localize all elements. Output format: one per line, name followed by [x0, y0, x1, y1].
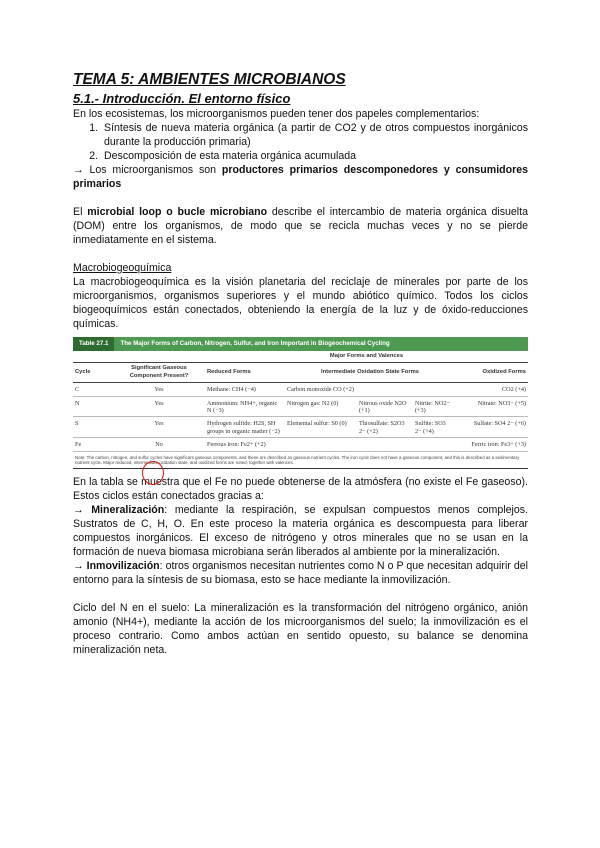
table-row — [73, 396, 528, 417]
table-caption: The Major Forms of Carbon, Nitrogen, Sulfur, and Iron Important in Biogeochemical Cycling — [120, 340, 390, 347]
annotation-circle — [142, 461, 164, 485]
cell-oxidized: Ferric iron: Fe3+ (+3) — [455, 438, 528, 451]
col-oxidized: Oxidized Forms — [455, 363, 528, 383]
table-note: Note: The carbon, nitrogen, and sulfur cycles have significant gaseous components, and these are described as gaseous nutrient cycles. The iron cycle does not have a gaseous component, and this is described as a sedimentary nutrient cycle. Major reduced, intermediate oxidation state, and oxidized forms are noted, together with valences. — [75, 454, 520, 466]
loop-paragraph — [73, 205, 528, 247]
ciclo-n-paragraph: Ciclo del N en el suelo: La mineralización es la transformación del nitrógeno orgánico, anión amonio (NH4+), mediante la acción de los microorganismos del suelo; la inmovilización es el proceso contrario. Como ambos actúan en sentido opuesto, su balance se denomina mineralización neta. — [73, 602, 528, 657]
conclusion-bold: productores primarios descomponedores y consumidores primarios — [73, 164, 528, 190]
after-table-paragraph: En la tabla se muestra que el Fe no puede obtenerse de la atmósfera (no existe el Fe gaseoso). Estos ciclos están conectados gracias a: — [73, 476, 528, 503]
cell-intermediate — [357, 438, 413, 451]
macro-heading: Macrobiogeoquímica — [73, 262, 172, 274]
conclusion-prefix: → Los microorganismos son — [73, 164, 222, 176]
cell-intermediate: Thiosulfate: S2O3 2− (+2) — [357, 417, 413, 438]
cell-cycle: N — [73, 396, 113, 417]
mineralizacion-bold: Mineralización — [91, 504, 165, 517]
cell-reduced: Ammonium: NH4+, organic N (−3) — [205, 396, 285, 417]
col-gas: Significant Gaseous Component Present? — [113, 363, 205, 383]
conclusion-paragraph — [73, 163, 528, 191]
section-heading: 5.1.- Introducción. El entorno físico — [73, 91, 291, 106]
cell-gas: Yes — [113, 383, 205, 396]
cell-intermediate — [413, 438, 455, 451]
table-caption-bar — [73, 337, 528, 351]
cell-gas: Yes — [113, 396, 205, 417]
table-row — [73, 438, 528, 451]
list-item: 1. Síntesis de nueva materia orgánica (a partir de CO2 y de otros compuestos inorgánicos durante la producción primaria) — [101, 121, 528, 149]
forms-table — [73, 351, 528, 452]
cell-gas: Yes — [113, 417, 205, 438]
loop-prefix: El — [73, 206, 88, 218]
cell-reduced: Methane: CH4 (−4) — [205, 383, 285, 396]
cell-intermediate — [413, 383, 455, 396]
roles-list — [73, 121, 528, 163]
cell-intermediate: Sulfite: SO3 2− (+4) — [413, 417, 455, 438]
cell-oxidized: Nitrate: NO3− (+5) — [455, 396, 528, 417]
cell-reduced: Hydrogen sulfide: H2S, SH groups in organic matter (−2) — [205, 417, 285, 438]
list-item: 2. Descomposición de esta materia orgánica acumulada — [101, 149, 528, 163]
cell-intermediate: Elemental sulfur: S0 (0) — [285, 417, 357, 438]
inmovilizacion-text: : otros organismos necesitan nutrientes como N o P que necesitan adquirir del entorno para la síntesis de su biomasa, esto se hace mediante la inmovilización. — [73, 560, 528, 587]
intro-paragraph: En los ecosistemas, los microorganismos pueden tener dos papeles complementarios: — [73, 108, 480, 120]
cell-cycle: C — [73, 383, 113, 396]
mineralizacion-paragraph — [73, 503, 528, 559]
cell-cycle: S — [73, 417, 113, 438]
table-row — [73, 383, 528, 396]
cell-gas: No — [113, 438, 205, 451]
col-intermediate: Intermediate Oxidation State Forms — [285, 363, 455, 383]
col-reduced: Reduced Forms — [205, 363, 285, 383]
cell-intermediate: Nitrogen gas: N2 (0) — [285, 396, 357, 417]
table-row — [73, 417, 528, 438]
cell-reduced: Ferrous iron: Fe2+ (+2) — [205, 438, 285, 451]
inmovilizacion-paragraph — [73, 559, 528, 587]
loop-bold: microbial loop o bucle microbiano — [87, 206, 268, 218]
cell-cycle: Fe — [73, 438, 113, 451]
arrow: → — [73, 560, 87, 573]
table-tag: Table 27.1 — [73, 337, 114, 351]
cell-intermediate: Nitrous oxide N2O (+1) — [357, 396, 413, 417]
col-cycle: Cycle — [73, 363, 113, 383]
cell-oxidized: CO2 (+4) — [455, 383, 528, 396]
document-page — [73, 70, 528, 657]
mineralizacion-text: : mediante la respiración, se expulsan compuestos menos complejos. Sustratos de C, H, O. En este proceso la materia orgánica es descompuesta para liberar compuestos inorgánicos. El exceso de nitrógeno y otros minerales que no se usan en la formación de nueva biomasa microbiana serán liberados al ambiente por la mineralización. — [73, 504, 528, 559]
cell-intermediate: Nitrite: NO2− (+3) — [413, 396, 455, 417]
loop-text: describe el intercambio de materia orgánica disuelta (DOM) entre los organismos, de modo que se recicla muchas veces y no se pierde inmediatamente en el sistema. — [73, 206, 528, 246]
inmovilizacion-bold: Inmovilización — [86, 560, 160, 573]
page-title: TEMA 5: AMBIENTES MICROBIANOS — [73, 71, 346, 88]
group-header: Major Forms and Valences — [205, 351, 528, 363]
cell-intermediate: Carbon monoxide CO (+2) — [285, 383, 357, 396]
table-figure — [73, 337, 528, 469]
cell-intermediate — [285, 438, 357, 451]
macro-paragraph: La macrobiogeoquímica es la visión planetaria del reciclaje de minerales por parte de los microorganismos, organismos superiores y el mundo abiótico químico. Todos los ciclos biogeoquímicos están conectados, obteniendo la energía de la luz y de óxido-reducciones químicas. — [73, 276, 528, 330]
cell-oxidized: Sulfate: SO4 2− (+6) — [455, 417, 528, 438]
cell-intermediate — [357, 383, 413, 396]
arrow: → — [73, 504, 92, 517]
